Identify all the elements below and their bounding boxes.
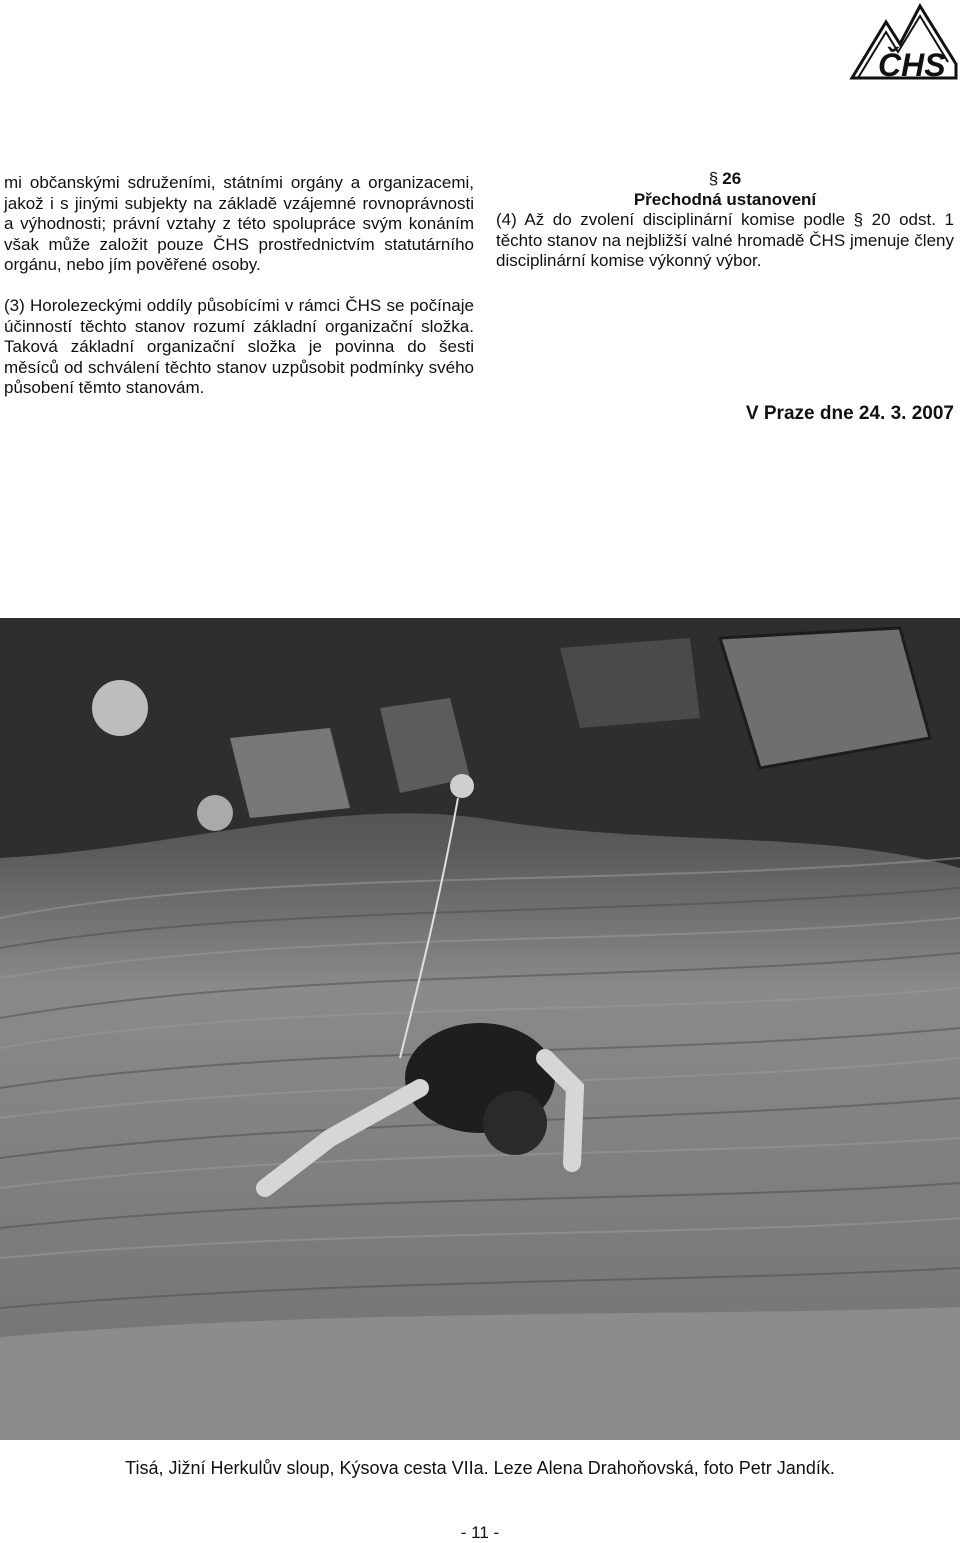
para4-sign: §: [853, 210, 864, 229]
left-paragraph-2: (3) Horolezeckými oddíly působícími v rámci ČHS se počínaje účinností těchto stanov rozumí základní organizační složka. Taková základní organizační složka je povinna do šesti měsíců od schválení těchto stanov uzpůsobit podmínky svého působení těmto stanovám.: [4, 295, 474, 398]
logo-text: ČHS: [878, 47, 946, 82]
left-column: [4, 173, 474, 399]
section-number: 26: [722, 169, 742, 188]
left-paragraph-1: mi občanskými sdruženími, státními orgány a organizacemi, jakož i s jinými subjekty na základě vzájemné rovnoprávnosti a výhodnosti; právní vztahy z této spolupráce svým konáním však může založit pouze ČHS prostřednictvím statutárního orgánu, nebo jím pověřené osoby.: [4, 173, 474, 275]
section-title: Přechodná ustanovení: [633, 190, 817, 209]
section-sign: §: [708, 169, 719, 188]
page-number: - 11 -: [460, 1523, 500, 1542]
right-column: [496, 168, 954, 272]
para4-after: 20 odst. 1 těchto stanov na nejbližší valné hromadě ČHS jmenuje členy disciplinární komise výkonný výbor.: [496, 210, 954, 271]
signing-date: V Praze dne 24. 3. 2007: [745, 403, 954, 424]
photo-caption: Tisá, Jižní Herkulův sloup, Kýsova cesta VIIa. Leze Alena Drahoňovská, foto Petr Jandík.: [125, 1458, 835, 1478]
chs-logo: [848, 0, 958, 82]
climbing-photo: [0, 618, 960, 1440]
section-heading: [496, 168, 954, 210]
para4-before: (4) Až do zvolení disciplinární komise podle: [496, 210, 846, 229]
right-paragraph-4: [496, 210, 954, 272]
section-number-line: [496, 168, 954, 189]
